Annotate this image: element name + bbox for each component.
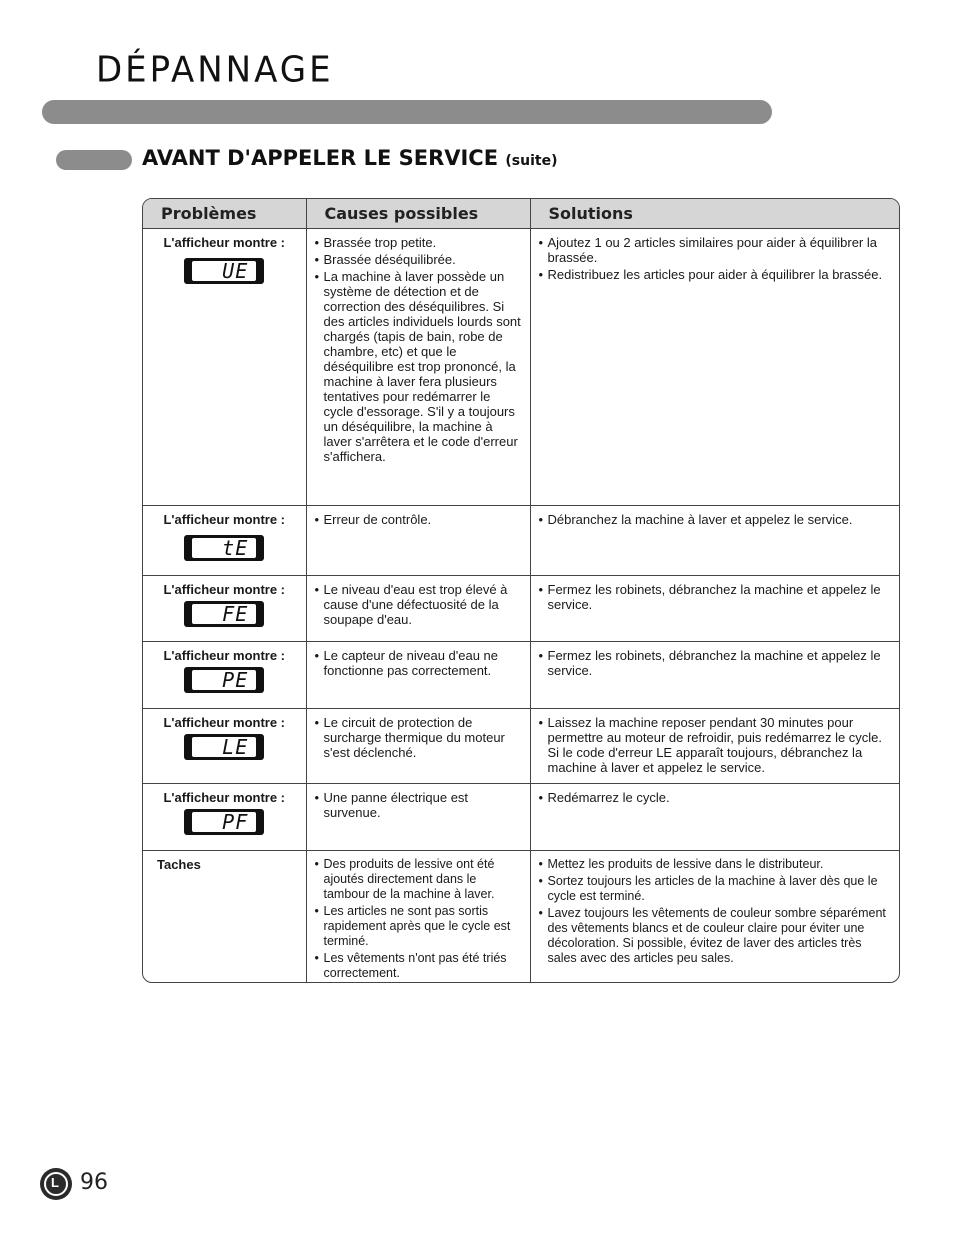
causes-cell: [306, 506, 530, 576]
solutions-cell: [530, 642, 899, 709]
problem-label: L'afficheur montre :: [163, 512, 286, 527]
table-row: [143, 709, 899, 784]
causes-cell: [306, 851, 530, 984]
error-code-display: [184, 809, 264, 835]
error-code: PE: [192, 670, 256, 690]
solution-item: • Lavez toujours les vêtements de couleur sombre séparément des vêtements blancs et de couleur claire pour éviter une décoloration. Si possible, évitez de laver des articles très sales avec des articles peu sales.: [539, 906, 892, 966]
table-row: [143, 784, 899, 851]
table-row: [143, 851, 899, 984]
problem-label: L'afficheur montre :: [163, 582, 286, 597]
section-title: [142, 146, 557, 170]
solution-item: • Sortez toujours les articles de la machine à laver dès que le cycle est terminé.: [539, 874, 892, 904]
solution-item: • Mettez les produits de lessive dans le distributeur.: [539, 857, 892, 872]
header-causes: Causes possibles: [306, 199, 530, 229]
solutions-cell: [530, 506, 899, 576]
table-row: [143, 576, 899, 642]
title-bar: [42, 100, 772, 124]
solution-item: • Fermez les robinets, débranchez la machine et appelez le service.: [539, 582, 892, 612]
solution-item: • Redémarrez le cycle.: [539, 790, 892, 805]
solution-item: • Ajoutez 1 ou 2 articles similaires pour aider à équilibrer la brassée.: [539, 235, 892, 265]
error-code-display: [184, 535, 264, 561]
solution-item: • Redistribuez les articles pour aider à équilibrer la brassée.: [539, 267, 892, 282]
solution-item: • Débranchez la machine à laver et appelez le service.: [539, 512, 892, 527]
problem-label: L'afficheur montre :: [163, 235, 286, 250]
error-code-display: [184, 601, 264, 627]
error-code: PF: [192, 812, 256, 832]
problem-label: L'afficheur montre :: [163, 790, 286, 805]
page-title: DÉPANNAGE: [96, 49, 334, 91]
problem-label: L'afficheur montre :: [163, 715, 286, 730]
cause-item: • Des produits de lessive ont été ajoutés directement dans le tambour de la machine à laver.: [315, 857, 522, 902]
section-title-suffix: (suite): [505, 153, 558, 169]
section-title-text: AVANT D'APPELER LE SERVICE: [142, 146, 499, 170]
causes-cell: [306, 576, 530, 642]
problem-label: Taches: [157, 857, 201, 872]
problem-cell: [143, 709, 306, 784]
causes-cell: [306, 784, 530, 851]
problem-cell: [143, 576, 306, 642]
table-row: [143, 506, 899, 576]
solutions-cell: [530, 709, 899, 784]
causes-cell: [306, 709, 530, 784]
solution-item: • Fermez les robinets, débranchez la machine et appelez le service.: [539, 648, 892, 678]
error-code-display: [184, 258, 264, 284]
causes-cell: [306, 642, 530, 709]
problem-cell: [143, 506, 306, 576]
cause-item: • Le circuit de protection de surcharge thermique du moteur s'est déclenché.: [315, 715, 522, 760]
cause-item: • Le capteur de niveau d'eau ne fonctionne pas correctement.: [315, 648, 522, 678]
solutions-cell: [530, 851, 899, 984]
causes-cell: [306, 229, 530, 506]
error-code: LE: [192, 737, 256, 757]
problem-cell: [143, 784, 306, 851]
problem-cell: [143, 229, 306, 506]
problem-label: L'afficheur montre :: [163, 648, 286, 663]
error-code-display: [184, 734, 264, 760]
cause-item: • La machine à laver possède un système de détection et de correction des déséquilibres. Si des articles individuels lourds sont chargés (tapis de bain, robe de chambre, etc) et que le déséquilibre est trop prononcé, la machine à laver fera plusieurs tentatives pour redémarrer le cycle d'essorage. S'il y a toujours un déséquilibre, la machine à laver s'arrêtera et le code d'erreur s'affichera.: [315, 269, 522, 464]
cause-item: • Brassée trop petite.: [315, 235, 522, 250]
problem-cell: [143, 642, 306, 709]
error-code: UE: [192, 261, 256, 281]
error-code: tE: [192, 538, 256, 558]
troubleshooting-table: [142, 198, 900, 983]
solutions-cell: [530, 229, 899, 506]
header-solutions: Solutions: [530, 199, 899, 229]
section-pill: [56, 150, 132, 170]
cause-item: • Brassée déséquilibrée.: [315, 252, 522, 267]
cause-item: • Une panne électrique est survenue.: [315, 790, 522, 820]
table-row: [143, 642, 899, 709]
solutions-cell: [530, 784, 899, 851]
page-number: 96: [80, 1170, 108, 1195]
cause-item: • Le niveau d'eau est trop élevé à cause d'une défectuosité de la soupape d'eau.: [315, 582, 522, 627]
error-code-display: [184, 667, 264, 693]
error-code: FE: [192, 604, 256, 624]
header-problems: Problèmes: [143, 199, 306, 229]
cause-item: • Les articles ne sont pas sortis rapidement après que le cycle est terminé.: [315, 904, 522, 949]
solution-item: • Laissez la machine reposer pendant 30 minutes pour permettre au moteur de refroidir, puis redémarrez le cycle. Si le code d'erreur LE apparaît toujours, débranchez la machine à laver et appelez le service.: [539, 715, 892, 775]
problem-cell: [143, 851, 306, 984]
lg-logo-icon: [40, 1168, 72, 1200]
cause-item: • Les vêtements n'ont pas été triés correctement.: [315, 951, 522, 981]
table-row: [143, 229, 899, 506]
cause-item: • Erreur de contrôle.: [315, 512, 522, 527]
solutions-cell: [530, 576, 899, 642]
table-header-row: [143, 199, 899, 229]
